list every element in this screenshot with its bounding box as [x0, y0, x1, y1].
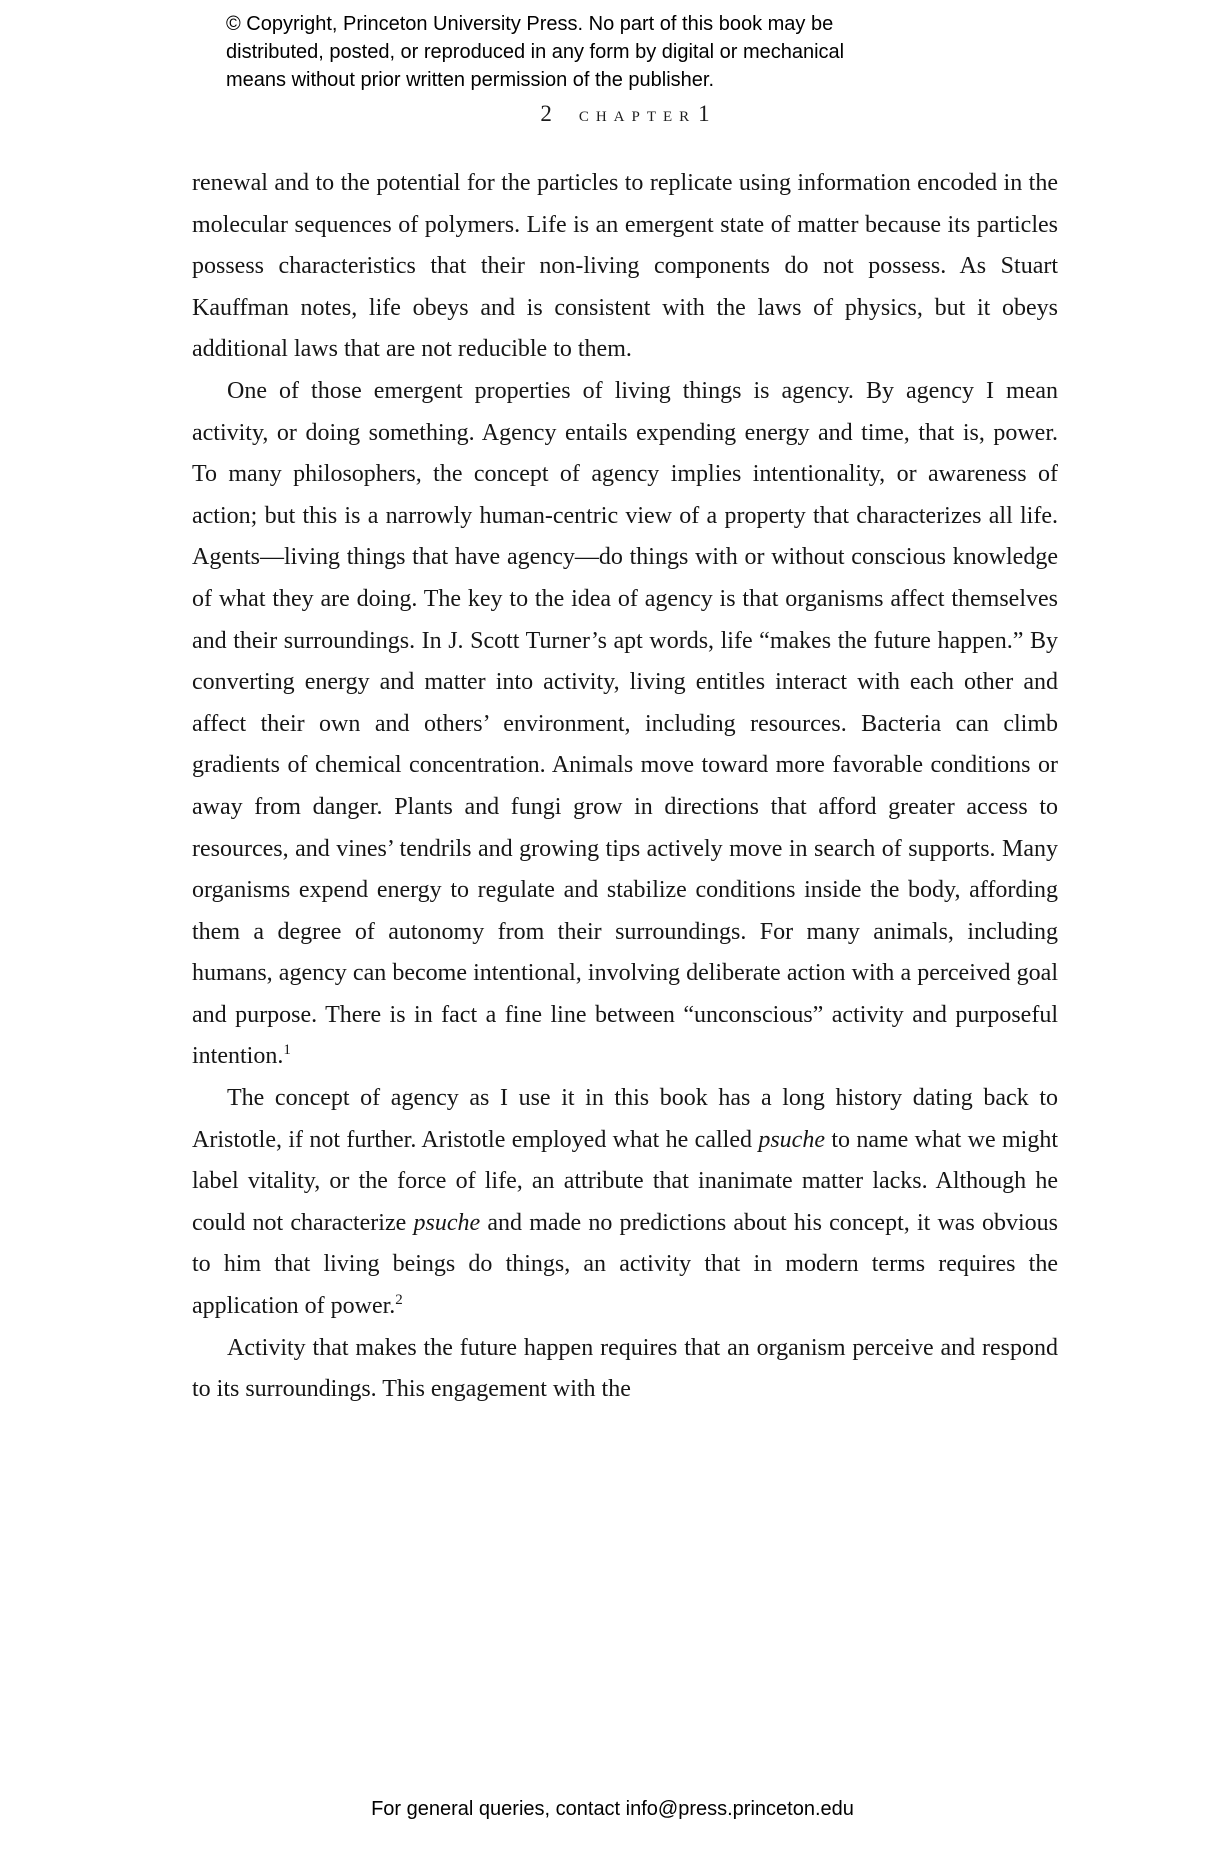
copyright-line: © Copyright, Princeton University Press. No part of this book may be: [226, 13, 834, 35]
copyright-notice: [226, 10, 844, 94]
page-number: 2: [540, 101, 553, 126]
page-footer: [0, 1798, 1225, 1821]
running-header: [192, 101, 1058, 127]
chapter-label: chapter: [578, 102, 697, 126]
copyright-line: distributed, posted, or reproduced in any form by digital or mechanical: [226, 41, 845, 63]
footnote-reference: 2: [395, 1292, 403, 1309]
paragraph-1: renewal and to the potential for the particles to replicate using information encoded in the molecular sequences of polymers. Life is an emergent state of matter because its particles possess characteristics that their non-living components do not possess. As Stuart Kauffman notes, life obeys and is consistent with the laws of physics, but it obeys additional laws that are not reducible to them.: [192, 170, 1058, 363]
footer-query-text: For general queries, contact info@press.princeton.edu: [371, 1798, 854, 1820]
paragraph-3: The concept of agency as I use it in this book has a long history dating back to Aristotle, if not further. Aristotle employed what he called psuche to name what we might label vitality, or the force of life, an attribute that inanimate matter lacks. Although he could not characterize psuche and made no predictions about his concept, it was obvious to him that living beings do things, an activity that in modern terms requires the application of power.$^2$: [192, 1085, 1059, 1320]
body-text: [192, 163, 1058, 1411]
chapter-number: 1: [698, 101, 710, 126]
copyright-line: means without prior written permission of the publisher.: [226, 69, 715, 91]
paragraph-4: Activity that makes the future happen requires that an organism perceive and respond to its surroundings. This engagement with the: [192, 1334, 1058, 1403]
footnote-reference: 1: [283, 1042, 291, 1059]
paragraph-2: One of those emergent properties of living things is agency. By agency I mean activity, or doing something. Agency entails expending energy and time, that is, power. To many philosophers, the concept of agency implies intentionality, or awareness of action; but this is a narrowly human-centric view of a property that characterizes all life. Agents—living things that have agency—do things with or without conscious knowledge of what they are doing. The key to the idea of agency is that organisms affect themselves and their surroundings. In J. Scott Turner’s apt words, life “makes the future happen.” By converting energy and matter into activity, living entitles interact with each other and affect their own and others’ environment, including resources. Bacteria can climb gradients of chemical concentration. Animals move toward more favorable conditions or away from danger. Plants and fungi grow in directions that afford greater access to resources, and vines’ tendrils and growing tips actively move in search of supports. Many organisms expend energy to regulate and stabilize conditions inside the body, affording them a degree of autonomy from their surroundings. For many animals, including humans, agency can become intentional, involving deliberate action with a perceived goal and purpose. There is in fact a fine line between “unconscious” activity and purposeful intention.$^1$: [192, 377, 1058, 1070]
italic-term: psuche: [758, 1126, 825, 1153]
italic-term: psuche: [413, 1209, 481, 1236]
